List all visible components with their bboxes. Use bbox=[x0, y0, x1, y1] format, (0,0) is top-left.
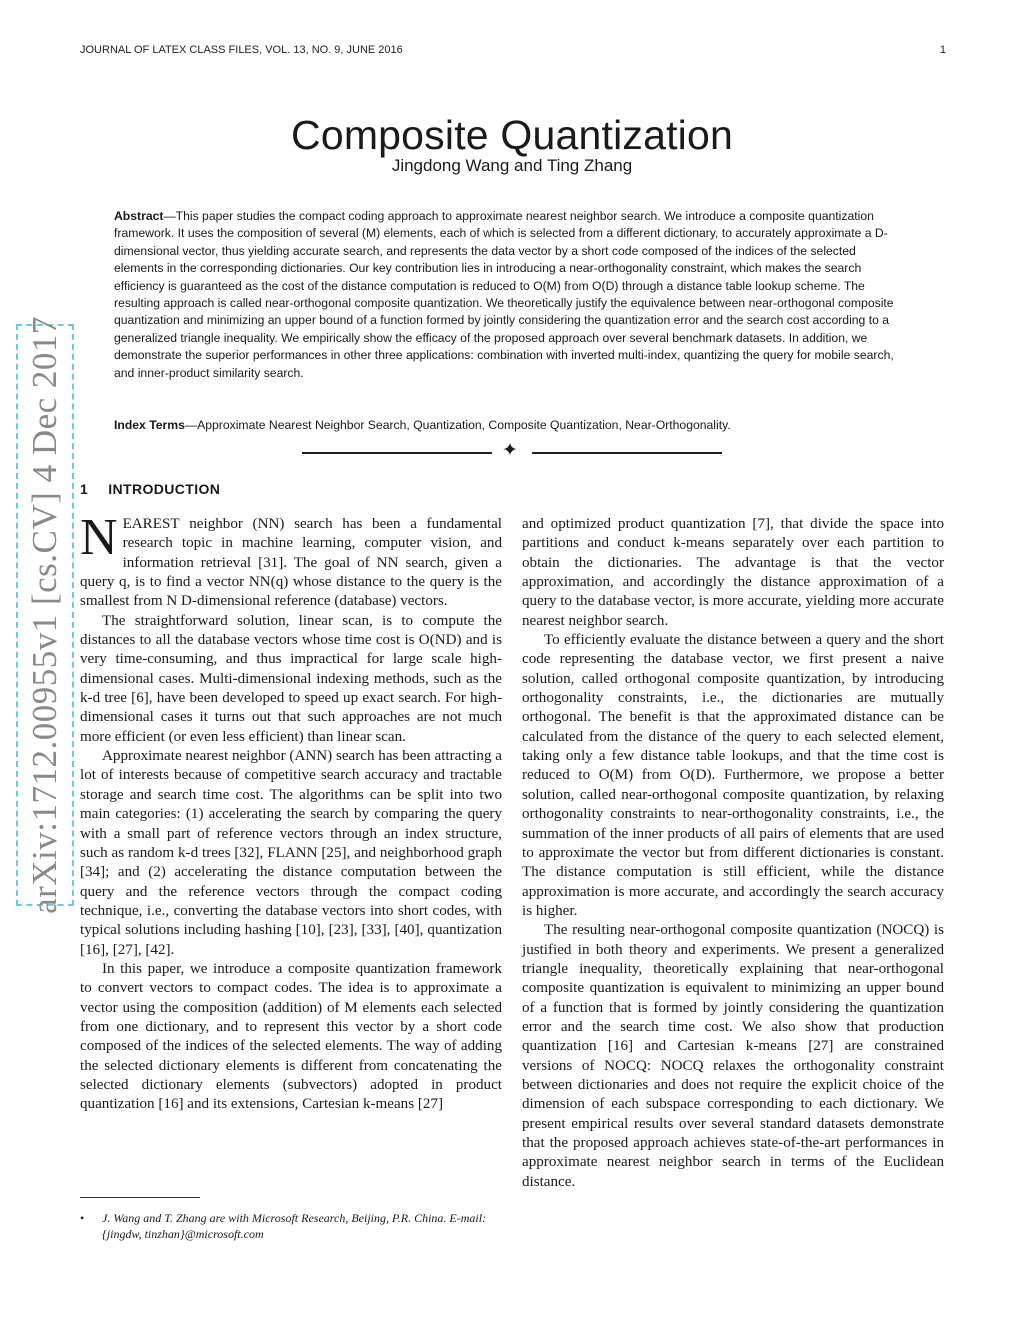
divider-rule-left bbox=[302, 452, 492, 454]
abstract bbox=[114, 208, 906, 382]
arxiv-stamp[interactable] bbox=[16, 316, 74, 914]
intro-paragraph-5: and optimized product quantization [7], that divide the space into partitions and conduct k-means separately over each partition to obtain the dictionaries. The advantage is that the vector approximation, and accordingly the distance approximation of a query to the database vector, is more accurate, yielding more accurate nearest neighbor search. bbox=[522, 516, 944, 629]
abstract-text: —This paper studies the compact coding approach to approximate nearest neighbor search. We introduce a composite quantization framework. It uses the composition of several (M) elements, each of which is selected from a different dictionary, to accurately approximate a D-dimensional vector, thus yielding accurate search, and represents the data vector by a short code composed of the indices of the selected elements in the corresponding dictionaries. Our key contribution lies in introducing a near-orthogonality constraint, which makes the search efficiency is guaranteed as the cost of the distance computation is reduced to O(M) from O(D) through a distance table lookup scheme. The resulting approach is called near-orthogonal composite quantization. We theoretically justify the equivalence between near-orthogonal composite quantization and minimizing an upper bound of a function formed by jointly considering the quantization error and the search cost according to a generalized triangle inequality. We empirically show the efficacy of the proposed approach over several benchmark datasets. In addition, we demonstrate the superior performances in other three applications: combination with inverted multi-index, quantizing the query for mobile search, and inner-product similarity search. bbox=[114, 209, 894, 380]
intro-paragraph-6: To efficiently evaluate the distance between a query and the short code representing the database vector, we first present a naive solution, called orthogonal composite quantization, by introducing orthogonality constraints, i.e., the dictionaries are mutually orthogonal. The benefit is that the approximated distance can be calculated from the distance of the query to each selected element, taking only a few distance table lookups, and that the time cost is reduced to O(M) from O(D). Furthermore, we propose a better solution, called near-orthogonal composite quantization, by relaxing orthogonality constraints to near-orthogonality constraints, i.e., the summation of the inner products of all pairs of elements that are used to approximate the vector but from different dictionaries is constant. The distance computation is still efficient, while the distance approximation is more accurate, and accordingly the search accuracy is higher. bbox=[522, 632, 944, 919]
journal-header: JOURNAL OF LATEX CLASS FILES, VOL. 13, NO. 9, JUNE 2016 bbox=[80, 44, 403, 56]
intro-paragraph-1 bbox=[80, 509, 502, 612]
footnote-text: J. Wang and T. Zhang are with Microsoft Research, Beijing, P.R. China. E-mail: {jingdw, tinzhan}@microsoft.com bbox=[102, 1211, 487, 1241]
running-head bbox=[80, 44, 946, 56]
section-number: 1 bbox=[80, 481, 89, 497]
right-column bbox=[522, 515, 944, 1192]
divider-rule-right bbox=[532, 452, 722, 454]
arxiv-identifier: arXiv:1712.00955v1 [cs.CV] 4 Dec 2017 bbox=[25, 316, 64, 914]
left-column bbox=[80, 509, 502, 1115]
section-heading bbox=[80, 481, 220, 497]
small-caps-lead: EAREST bbox=[122, 516, 180, 532]
intro-paragraph-4: In this paper, we introduce a composite quantization framework to convert vectors to compact codes. The idea is to approximate a vector using the composition (addition) of M elements each selected from one dictionary, and to represent this vector by a short code composed of the indices of the selected elements. The way of adding the selected dictionary elements is different from concatenating the selected dictionary elements (subvectors) adopted in product quantization [16] and its extensions, Cartesian k-means [27] bbox=[80, 960, 502, 1113]
section-title: INTRODUCTION bbox=[108, 481, 221, 497]
index-terms-text: —Approximate Nearest Neighbor Search, Quantization, Composite Quantization, Near-Orthogonality. bbox=[184, 418, 731, 432]
intro-paragraph-1-text: neighbor (NN) search has been a fundamental research topic in machine learning, computer vision, and information retrieval [31]. The goal of NN search, given a query q, is to find a vector NN(q) whose distance to the query is the smallest from N D-dimensional reference (database) vectors. bbox=[80, 516, 502, 610]
paper-authors: Jingdong Wang and Ting Zhang bbox=[391, 156, 633, 175]
intro-paragraph-3: Approximate nearest neighbor (ANN) search has been attracting a lot of interests because of competitive search accuracy and tractable storage and search time cost. The algorithms can be split into two main categories: (1) accelerating the search by comparing the query with a small part of reference vectors through an index structure, such as random k-d trees [32], FLANN [25], and neighborhood graph [34]; and (2) accelerating the distance computation between the query and the reference vectors through the compact coding technique, i.e., converting the database vectors into short codes, with typical solutions including hashing [10], [23], [33], [40], quantization [16], [27], [42]. bbox=[80, 748, 502, 958]
footnote-rule bbox=[80, 1197, 200, 1198]
drop-cap: N bbox=[80, 509, 118, 566]
intro-paragraph-7: The resulting near-orthogonal composite quantization (NOCQ) is justified in both theory and experiments. We present a generalized triangle inequality, theoretically explaining that near-orthogonal composite quantization is equivalent to minimizing an upper bound of a function that is formed by jointly considering the quantization error and the search time cost. We also show that production quantization [16] and Cartesian k-means [27] are constrained versions of NOCQ: NOCQ relaxes the orthogonality constraint between dictionaries and does not require the explicit choice of the dimension of each subspace corresponding to each dictionary. We present empirical results over several standard datasets demonstrate that the proposed approach achieves state-of-the-art performances in approximate nearest neighbor search in terms of the Euclidean distance. bbox=[522, 922, 944, 1190]
paper-title: Composite Quantization bbox=[291, 112, 733, 159]
index-terms bbox=[114, 417, 906, 434]
abstract-label: Abstract bbox=[114, 209, 164, 223]
page-number: 1 bbox=[939, 44, 946, 56]
divider-diamond-icon: ✦ bbox=[502, 440, 518, 461]
index-terms-label: Index Terms bbox=[114, 418, 185, 432]
footnote-bullet: • bbox=[80, 1211, 85, 1225]
intro-paragraph-2: The straightforward solution, linear scan, is to compute the distances to all the database vectors whose time cost is O(ND) and is very time-consuming, and thus impractical for large scale high-dimensional cases. Multi-dimensional indexing methods, such as the k-d tree [6], have been developed to speed up exact search. For high-dimensional cases it turns out that such approaches are not much more efficient (or even less efficient) than linear scan. bbox=[80, 612, 502, 745]
